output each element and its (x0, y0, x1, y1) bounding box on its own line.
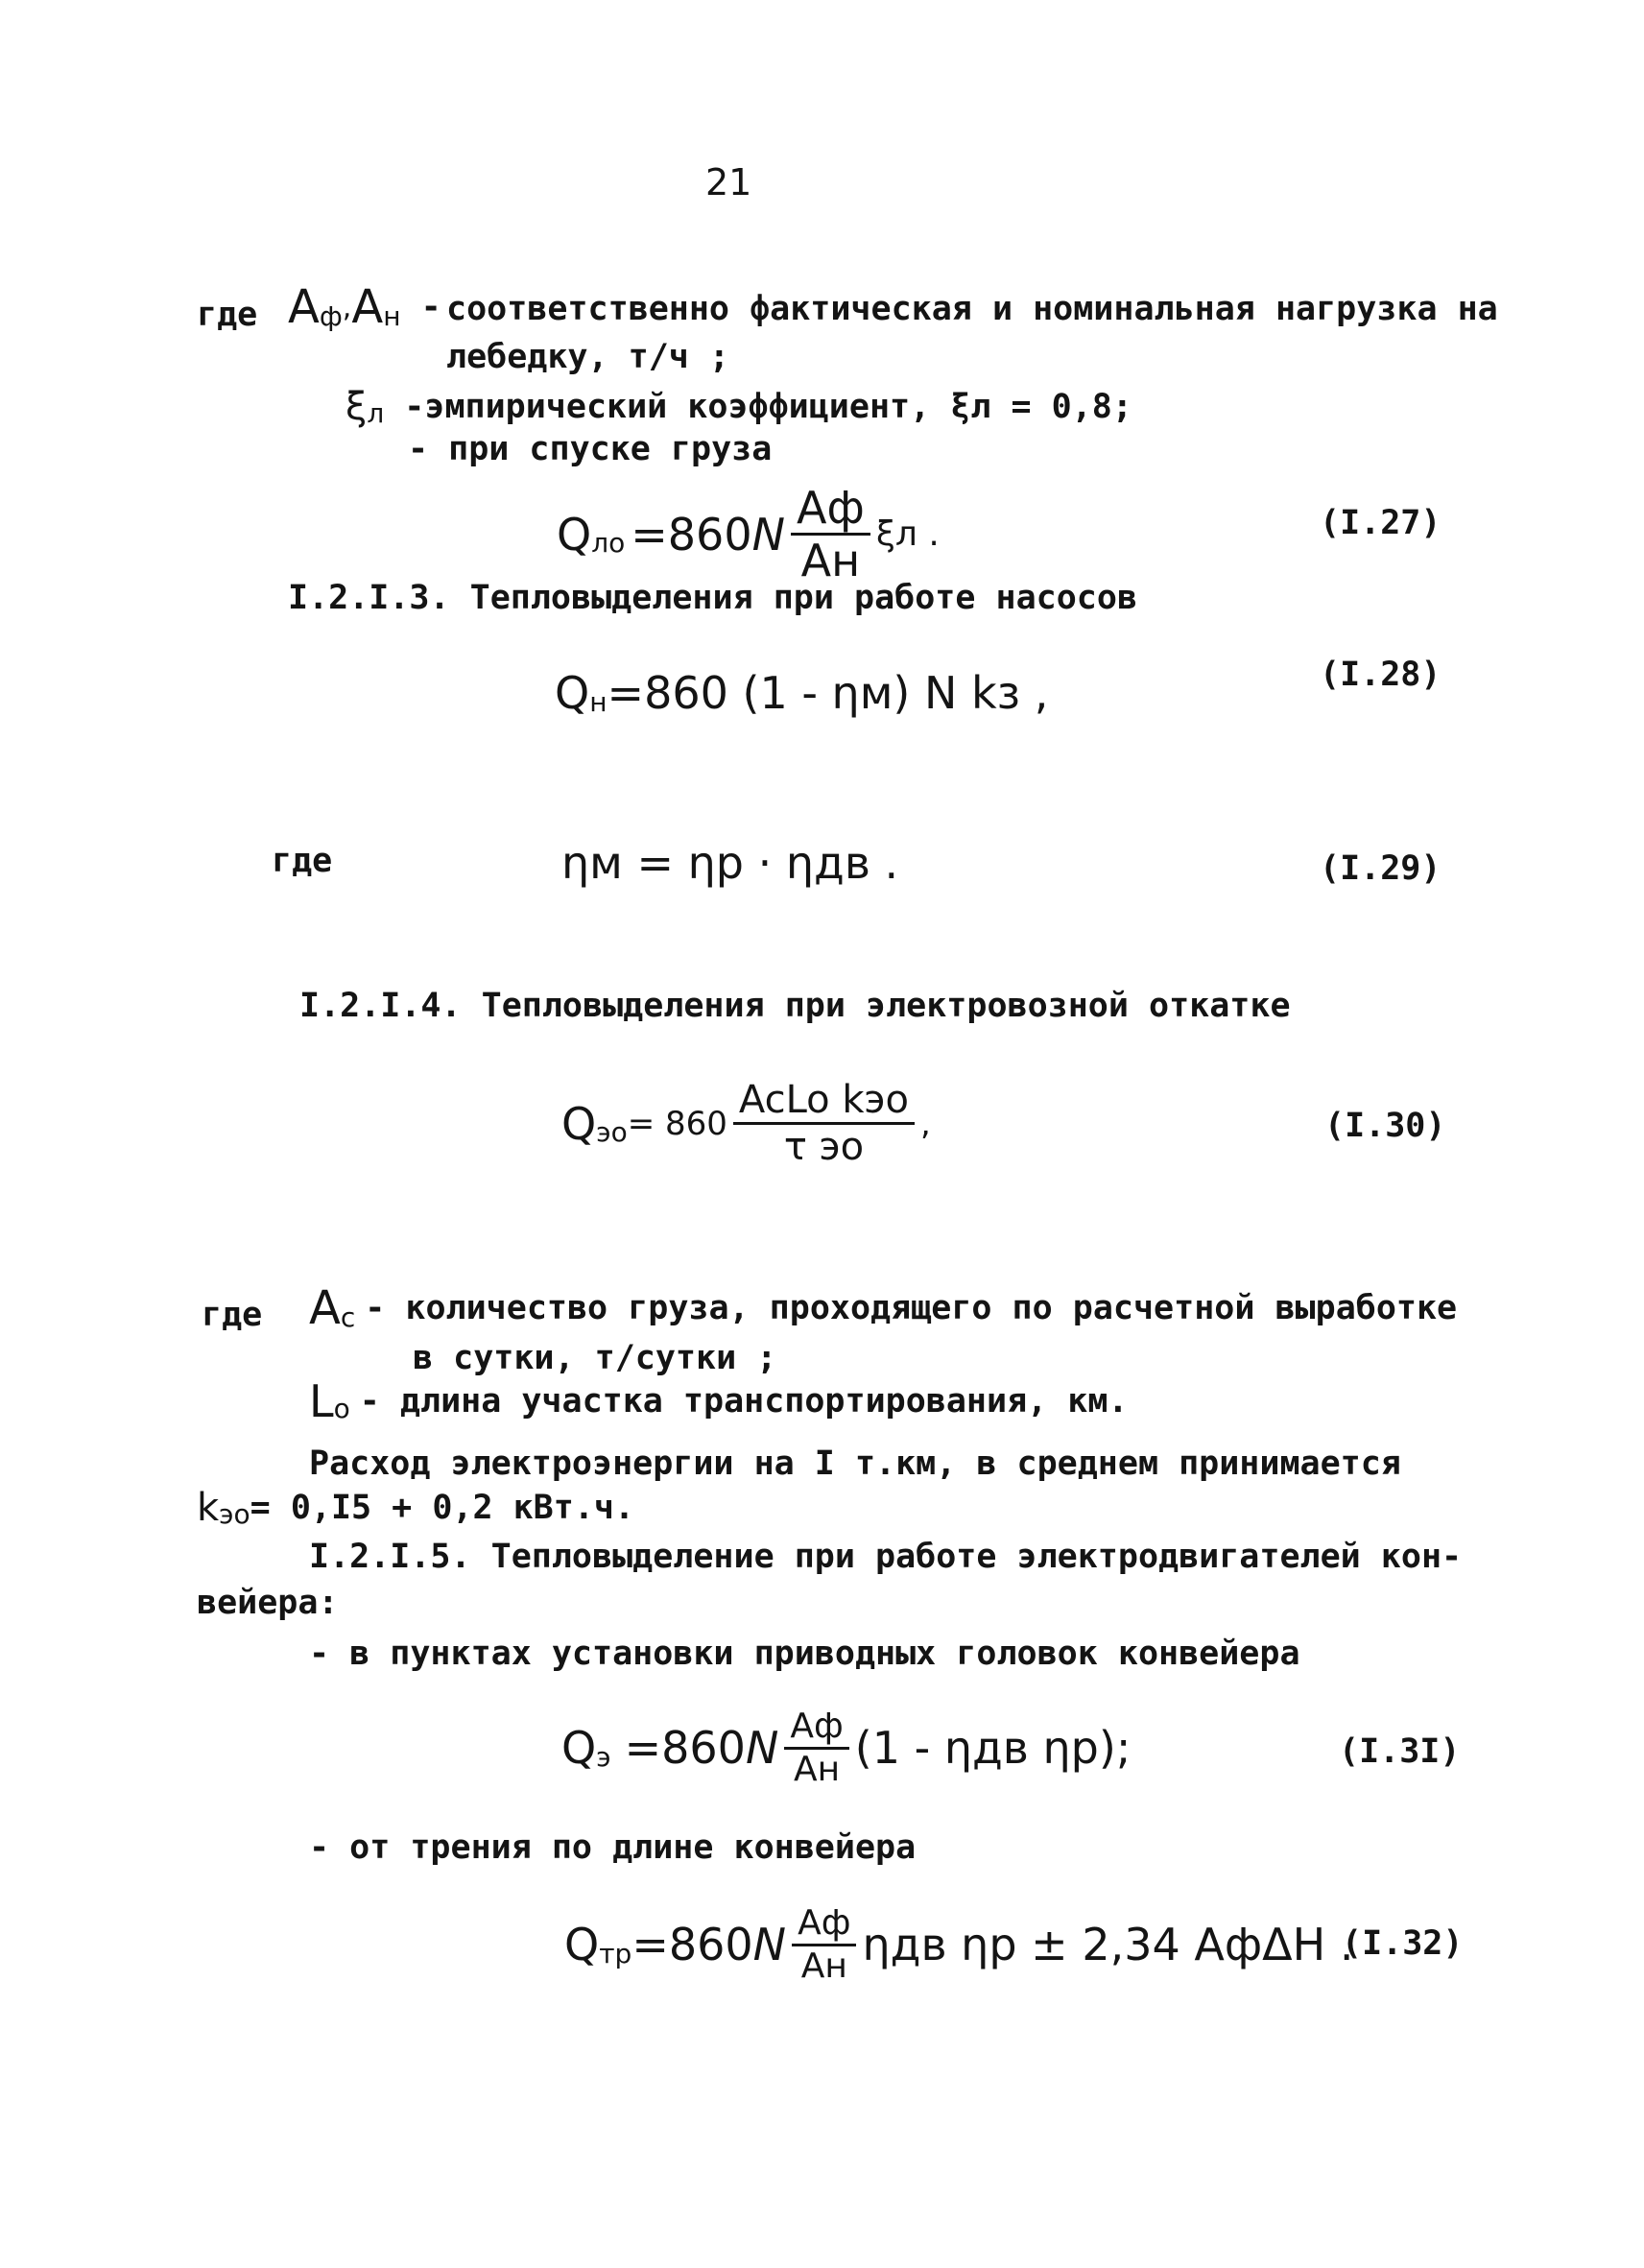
eq31-num: Aф (784, 1708, 848, 1750)
eq32-lhs: Q (564, 1919, 600, 1971)
eq31-const: =860 (624, 1722, 746, 1775)
eq27-num: Aф (791, 485, 870, 536)
eq29-where: где (272, 842, 333, 880)
item-friction: - от трения по длине конвейера (309, 1828, 917, 1867)
lo-sub: o (333, 1392, 350, 1424)
eq32-lhs-sub: тр (599, 1937, 632, 1970)
xi-symbol: ξ (345, 384, 368, 429)
eq27-tail: ξл . (875, 514, 940, 555)
symbol-a2: A (351, 280, 384, 334)
equation-31 (561, 1708, 1131, 1788)
eq28-number: (I.28) (1320, 656, 1441, 694)
eq31-den: Aн (793, 1749, 841, 1789)
xi-sub: л (367, 397, 385, 429)
def-a-line-1: соответственно фактическая и номинальная нагрузка на (446, 290, 1498, 328)
eq28-rhs: =860 (1 - ηм) N kз , (607, 667, 1049, 719)
symbols-a-phi-a-n: A ф , A н - (288, 280, 441, 334)
ac-line-1: - количество груза, проходящего по расчетной выработке (365, 1289, 1458, 1327)
lo-definition (309, 1375, 1129, 1427)
lo-line: - длина участка транспортирования, км. (359, 1382, 1129, 1420)
symbol-a2-sub: н (383, 299, 401, 332)
eq30-num: AcLo kэо (733, 1080, 915, 1125)
ac-symbol: A (309, 1281, 341, 1335)
section-1215-line-2: вейера: (197, 1584, 339, 1622)
eq32-fraction (792, 1905, 856, 1985)
eq27-const: =860 (631, 508, 752, 561)
page-number: 21 (705, 161, 752, 203)
symbol-a: A (288, 280, 320, 334)
lowering-label: - при спуске груза (408, 430, 773, 468)
eq32-tail: ηдв ηр ± 2,34 AфΔH . (862, 1919, 1354, 1971)
eq30-lhs-sub: эо (596, 1116, 628, 1148)
eq31-number: (I.3I) (1339, 1732, 1461, 1771)
eq27-n: N (751, 508, 786, 561)
eq30-den: τ эо (783, 1125, 865, 1169)
eq30-const: = 860 (627, 1104, 727, 1143)
equation-32 (564, 1905, 1353, 1985)
xi-text: эмпирический коэффициент, ξл = 0,8; (424, 387, 1132, 426)
eq32-num: Aф (792, 1905, 856, 1946)
def-a-line-2: лебедку, т/ч ; (446, 338, 730, 376)
eq31-n: N (745, 1722, 779, 1775)
eq30-lhs: Q (561, 1097, 597, 1150)
ac-line-2: в сутки, т/сутки ; (413, 1339, 777, 1377)
ac-sub: c (340, 1301, 356, 1333)
equation-27 (557, 482, 940, 587)
consumption-value: = 0,I5 + 0,2 кВт.ч. (250, 1488, 635, 1527)
eq28-lhs-sub: н (589, 685, 608, 718)
item-drive: - в пунктах установки приводных головок конвейера (309, 1635, 1300, 1673)
symbol-a-sub: ф (319, 299, 343, 332)
eq30-fraction (733, 1080, 915, 1167)
eq31-tail: (1 - ηдв ηр); (854, 1722, 1132, 1775)
section-1213: I.2.I.3. Тепловыделения при работе насосов (288, 579, 1138, 617)
eq32-n: N (752, 1919, 787, 1971)
where-label-2: где (202, 1296, 263, 1334)
eq27-lhs: Q (557, 508, 592, 561)
eq27-number: (I.27) (1320, 504, 1441, 542)
section-1214: I.2.I.4. Тепловыделения при электровозной откатке (299, 987, 1291, 1025)
eq31-fraction (784, 1708, 848, 1788)
ac-definition (309, 1281, 1457, 1335)
eq28-lhs: Q (555, 667, 590, 719)
consumption-line-1: Расход электроэнергии на I т.км, в среднем принимается (309, 1444, 1401, 1483)
section-1215-line-1: I.2.I.5. Тепловыделение при работе электродвигателей кон- (309, 1538, 1463, 1576)
eq29-expression: ηм = ηр · ηдв . (561, 837, 899, 889)
eq30-tail: , (919, 1104, 931, 1143)
where-label: где (197, 296, 258, 334)
eq32-number: (I.32) (1342, 1924, 1464, 1963)
eq32-den: Aн (800, 1946, 847, 1986)
lo-symbol: L (309, 1375, 334, 1427)
eq31-lhs: Q (561, 1722, 597, 1775)
k-sub: эо (219, 1498, 250, 1530)
eq27-den: Aн (800, 535, 861, 587)
equation-28 (555, 667, 1048, 719)
eq32-const: =860 (631, 1919, 753, 1971)
eq27-fraction (791, 482, 870, 587)
eq27-lhs-sub: лo (591, 527, 626, 560)
eq30-number: (I.30) (1324, 1107, 1446, 1145)
k-symbol: k (197, 1485, 220, 1530)
eq29-number: (I.29) (1320, 849, 1441, 888)
consumption-line-2 (197, 1485, 634, 1530)
equation-30 (561, 1080, 931, 1167)
eq31-lhs-sub: э (596, 1740, 611, 1773)
xi-definition: ξ л - эмпирический коэффициент, ξл = 0,8; (345, 384, 1132, 429)
